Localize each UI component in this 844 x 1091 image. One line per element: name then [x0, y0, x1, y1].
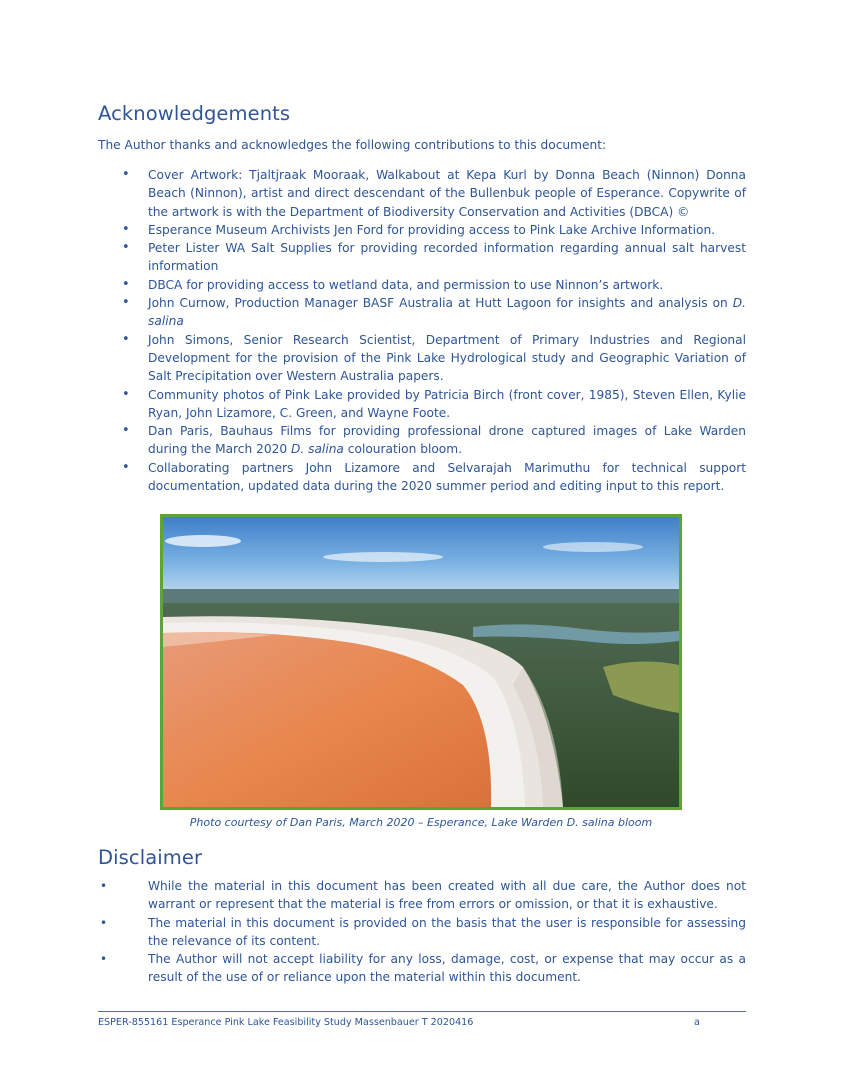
- aerial-lake-image: [163, 517, 679, 807]
- acknowledgements-list: [120, 166, 746, 495]
- list-item: [120, 276, 746, 294]
- list-item-text: John Curnow, Production Manager BASF Australia at Hutt Lagoon for insights and analysis on D. salina: [148, 296, 746, 329]
- list-item: [120, 331, 746, 386]
- footer-document-id: ESPER-855161 Esperance Pink Lake Feasibility Study Massenbauer T 2020416: [98, 1017, 474, 1028]
- bullet-icon: •: [122, 331, 130, 347]
- disclaimer-heading: Disclaimer: [98, 846, 203, 869]
- bullet-icon: •: [100, 879, 108, 893]
- acknowledgements-heading: Acknowledgements: [98, 102, 291, 125]
- footer-divider: [98, 1011, 746, 1012]
- list-item: [120, 221, 746, 239]
- bullet-icon: •: [122, 295, 130, 311]
- list-item: [120, 422, 746, 459]
- list-item-text: The material in this document is provided on the basis that the user is responsible for assessing the relevance of its content.: [148, 915, 746, 948]
- list-item-text: Peter Lister WA Salt Supplies for providing recorded information regarding annual salt harvest information: [148, 241, 746, 274]
- bullet-icon: •: [100, 952, 108, 967]
- photo-caption: Photo courtesy of Dan Paris, March 2020 – Esperance, Lake Warden D. salina bloom: [189, 816, 653, 829]
- list-item-text: John Simons, Senior Research Scientist, Department of Primary Industries and Regional Development for the provision of the Pink Lake Hydrological study and Geographic Variation of Salt Precipitation over Western Australia papers.: [148, 332, 746, 384]
- list-item-text: While the material in this document has been created with all due care, the Author does not warrant or represent that the material is free from errors or omission, or that it is exhaustive.: [148, 879, 746, 912]
- bullet-icon: •: [122, 221, 130, 237]
- list-item-text: Collaborating partners John Lizamore and Selvarajah Marimuthu for technical support documentation, updated data during the 2020 summer period and editing input to this report.: [148, 460, 746, 494]
- bullet-icon: •: [122, 167, 130, 182]
- list-item-text: DBCA for providing access to wetland data, and permission to use Ninnon’s artwork.: [148, 277, 664, 292]
- list-item: [120, 166, 746, 221]
- list-item-text: Cover Artwork: Tjaltjraak Mooraak, Walkabout at Kepa Kurl by Donna Beach (Ninnon) Donna Beach (Ninnon), artist and direct descendant of the Bullenbuk people of Esperance. Copywrite of the artwork is with the Department of Biodiversity Conservation and Activities (DBCA) ©: [148, 168, 746, 219]
- bullet-icon: •: [100, 915, 108, 930]
- list-item: [120, 239, 746, 276]
- acknowledgements-intro: The Author thanks and acknowledges the following contributions to this document:: [98, 138, 607, 152]
- list-item-text: Dan Paris, Bauhaus Films for providing professional drone captured images of Lake Warden during the March 2020 D. salina colouration bloom.: [148, 424, 746, 457]
- bullet-icon: •: [122, 459, 130, 475]
- list-item-text: Esperance Museum Archivists Jen Ford for providing access to Pink Lake Archive Information.: [148, 222, 716, 237]
- list-item: [98, 914, 746, 951]
- list-item: [98, 950, 746, 987]
- species-name: D. salina: [290, 442, 344, 457]
- bullet-icon: •: [122, 240, 130, 256]
- lake-warden-photo: [160, 514, 682, 810]
- bullet-icon: •: [122, 423, 130, 439]
- list-item: [120, 459, 746, 496]
- list-item: [120, 294, 746, 331]
- list-item: [98, 877, 746, 914]
- bullet-icon: •: [122, 386, 130, 402]
- list-item: [120, 386, 746, 423]
- bullet-icon: •: [122, 276, 130, 292]
- disclaimer-list: [98, 877, 746, 987]
- footer-page-number: a: [694, 1017, 700, 1028]
- species-name: D. salina: [148, 296, 746, 329]
- list-item-text: Community photos of Pink Lake provided by Patricia Birch (front cover, 1985), Steven Ellen, Kylie Ryan, John Lizamore, C. Green, and Wayne Foote.: [148, 387, 746, 420]
- list-item-text: The Author will not accept liability for any loss, damage, cost, or expense that may occur as a result of the use of or reliance upon the material within this document.: [148, 952, 746, 985]
